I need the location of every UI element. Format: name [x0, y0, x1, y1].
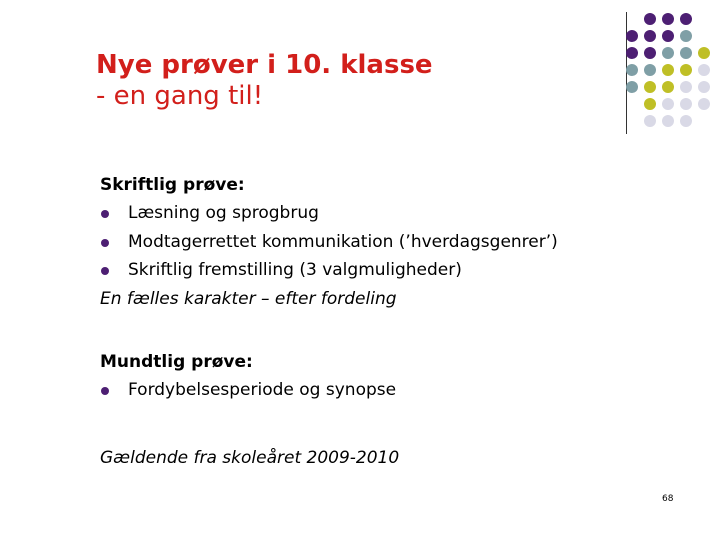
- dot: [662, 64, 674, 76]
- dot: [644, 81, 656, 93]
- dot: [680, 98, 692, 110]
- dot: [698, 81, 710, 93]
- dot: [626, 64, 638, 76]
- slide-body: [100, 171, 660, 472]
- dot: [680, 115, 692, 127]
- dot: [626, 47, 638, 59]
- effective-date-note: Gældende fra skoleåret 2009-2010: [100, 448, 400, 468]
- list-item-text: Fordybelsesperiode og synopse: [128, 379, 397, 400]
- dot: [698, 64, 710, 76]
- dot: [680, 47, 692, 59]
- dot: [644, 47, 656, 59]
- dot: [680, 64, 692, 76]
- list-item: [100, 199, 660, 228]
- dot: [680, 81, 692, 93]
- written-exam-section: [100, 171, 660, 313]
- dot: [644, 64, 656, 76]
- list-item-text: Læsning og sprogbrug: [128, 203, 319, 223]
- list-item: [100, 228, 660, 257]
- dot: [662, 30, 674, 42]
- list-item: [100, 376, 660, 405]
- dot: [644, 115, 656, 127]
- title-line-1: Nye prøver i 10. klasse: [96, 50, 433, 80]
- bullet-icon: [101, 239, 109, 247]
- written-exam-list: [100, 199, 660, 285]
- dot: [680, 30, 692, 42]
- decorative-dot-grid: [0, 0, 720, 140]
- dot: [644, 98, 656, 110]
- dot: [662, 115, 674, 127]
- oral-exam-section: [100, 348, 660, 405]
- dot: [626, 30, 638, 42]
- dot: [662, 47, 674, 59]
- list-item: [100, 256, 660, 285]
- bullet-icon: [101, 267, 109, 275]
- written-exam-note: En fælles karakter – efter fordeling: [100, 288, 397, 309]
- dot: [680, 13, 692, 25]
- dot: [662, 98, 674, 110]
- dot: [662, 81, 674, 93]
- dot: [698, 47, 710, 59]
- list-item-text: Modtagerrettet kommunikation (’hverdagsgenrer’): [128, 231, 558, 252]
- title-line-2: - en gang til!: [96, 81, 264, 111]
- bullet-icon: [101, 387, 109, 395]
- oral-exam-heading: Mundtlig prøve:: [100, 351, 253, 372]
- bullet-icon: [101, 210, 109, 218]
- page-number: 68: [662, 494, 674, 504]
- list-item-text: Skriftlig fremstilling (3 valgmuligheder): [128, 260, 462, 280]
- dot: [662, 13, 674, 25]
- dot: [626, 81, 638, 93]
- dot: [644, 30, 656, 42]
- dot: [698, 98, 710, 110]
- written-exam-heading: Skriftlig prøve:: [100, 175, 245, 195]
- dot: [644, 13, 656, 25]
- oral-exam-list: [100, 376, 660, 405]
